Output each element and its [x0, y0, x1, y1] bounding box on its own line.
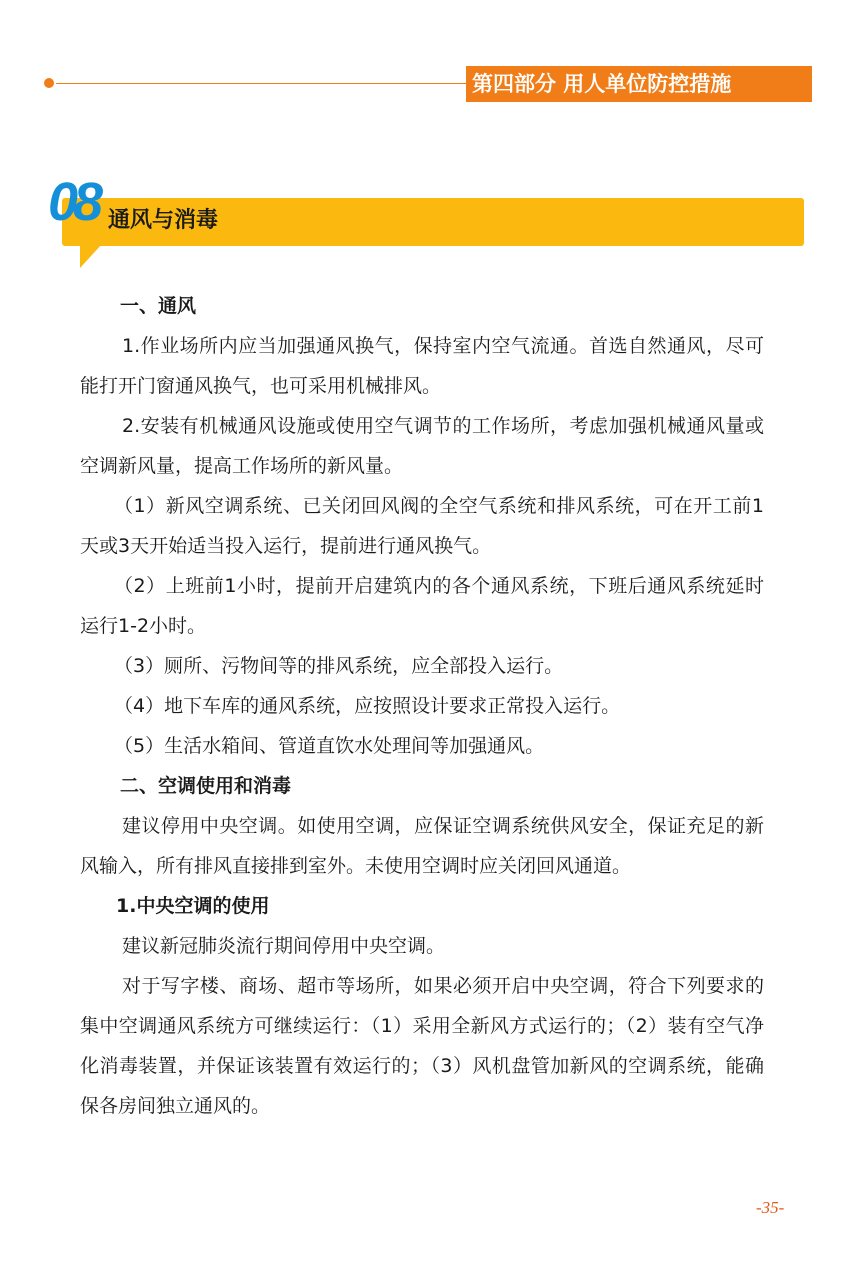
section-number: 08	[48, 172, 99, 232]
page-number: -35-	[756, 1198, 785, 1217]
subheading-ventilation: 一、通风	[120, 295, 197, 317]
paragraph: 建议新冠肺炎流行期间停用中央空调。	[122, 935, 446, 957]
paragraph: 建议停用中央空调。如使用空调，应保证空调系统供风安全，保证充足的新风输入，所有排风直接排到室外。未使用空调时应关闭回风通道。	[80, 815, 764, 877]
header-rule	[56, 83, 468, 84]
subheading-air-conditioning: 二、空调使用和消毒	[120, 775, 292, 797]
list-item: （3）厕所、污物间等的排风系统，应全部投入运行。	[114, 655, 564, 677]
header-bullet-dot	[44, 78, 54, 88]
subheading-central-ac: 1.中央空调的使用	[116, 895, 270, 917]
paragraph: 1.作业场所内应当加强通风换气，保持室内空气流通。首选自然通风，尽可能打开门窗通风换气，也可采用机械排风。	[80, 335, 764, 397]
list-item: （5）生活水箱间、管道直饮水处理间等加强通风。	[114, 735, 545, 757]
part-title-tag: 第四部分 用人单位防控措施	[466, 66, 812, 102]
paragraph: 2.安装有机械通风设施或使用空气调节的工作场所，考虑加强机械通风量或空调新风量，提高工作场所的新风量。	[80, 415, 764, 477]
paragraph: 对于写字楼、商场、超市等场所，如果必须开启中央空调，符合下列要求的集中空调通风系统方可继续运行：（1）采用全新风方式运行的；（2）装有空气净化消毒装置，并保证该装置有效运行的；（3）风机盘管加新风的空调系统，能确保各房间独立通风的。	[80, 975, 764, 1117]
list-item: （4）地下车库的通风系统，应按照设计要求正常投入运行。	[114, 695, 621, 717]
list-item: （1）新风空调系统、已关闭回风阀的全空气系统和排风系统，可在开工前1天或3天开始适当投入运行，提前进行通风换气。	[80, 495, 764, 557]
section-title: 通风与消毒	[108, 208, 219, 233]
list-item: （2）上班前1小时，提前开启建筑内的各个通风系统，下班后通风系统延时运行1-2小时。	[80, 575, 764, 637]
section-heading-tail	[80, 244, 102, 268]
body-text	[80, 286, 764, 1126]
